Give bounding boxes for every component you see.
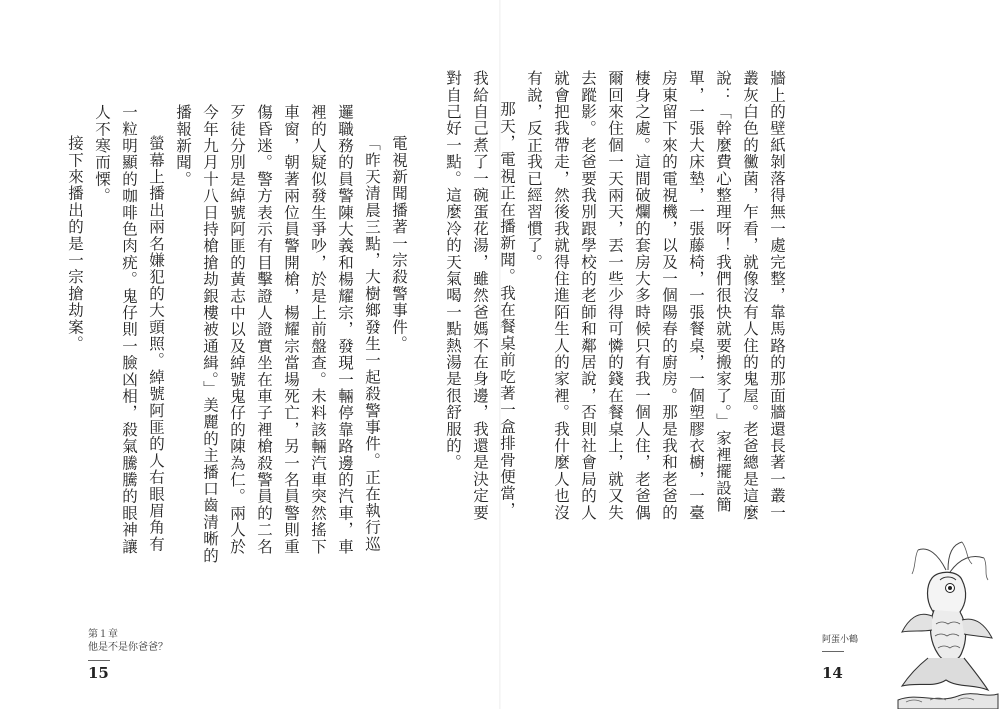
paragraph: 牆上的壁紙剝落得無一處完整，靠馬路的那面牆還長著一叢一叢灰白色的黴菌，乍看，就像沒有人住的鬼屋。老爸總是這麼說：「幹麼費心整理呀！我們很快就要搬家了。」家裡擺設簡單，一張大床墊，一張藤椅，一張餐桌，一個塑膠衣櫥，一臺房東留下來的電視機，以及一個陽春的廚房。那是我和老爸的棲身之處。這間破爛的套房大多時候只有我一個人住，老爸偶爾回來住個一天兩天，丟一些少得可憐的錢在餐桌上，就又失去蹤影。老爸要我別跟學校的老師和鄰居說，否則社會局的人就會把我帶走，然後我就得住進陌生人的家裡。我什麼人也沒有說，反正我已經習慣了。 <box>525 70 786 521</box>
footer-rule <box>822 651 844 652</box>
page-number-left: 15 <box>88 664 109 682</box>
footer-rule <box>88 660 110 661</box>
chapter-title: 他是不是你爸爸？ <box>88 642 168 653</box>
running-title: 阿蛋小鶴 <box>822 635 859 645</box>
fish-fountain-illustration <box>888 540 1000 709</box>
chapter-number: 第１章 <box>88 629 118 640</box>
paragraph: 「昨天清晨三點，大樹鄉發生一起殺警事件。正在執行巡邏職務的員警陳大義和楊耀宗，發現一輛停靠路邊的汽車，車裡的人疑似發生爭吵，於是上前盤查。未料該輛汽車突然搖下車窗，朝著兩位員警開槍，楊耀宗當場死亡，另一名員警則重傷昏迷。警方表示有目擊證人證實坐在車子裡槍殺警員的二名歹徒分別是綽號阿匪的黃志中以及綽號鬼仔的陳為仁。兩人於今年九月十八日持槍搶劫銀樓被通緝。」美麗的主播口齒清晰的播報新聞。 <box>174 104 381 564</box>
paragraph: 那天，電視正在播新聞。我在餐桌前吃著一盒排骨便當，我給自己煮了一碗蛋花湯，雖然爸媽不在身邊，我還是決定要對自己好一點。這麼冷的天氣喝一點熱湯是很舒服的。 <box>444 70 516 521</box>
page-number-right: 14 <box>822 664 843 682</box>
running-title-footer <box>822 632 858 656</box>
chapter-footer <box>88 628 168 665</box>
left-page-body <box>32 104 412 564</box>
right-page <box>444 0 1000 709</box>
right-page-body <box>444 70 790 530</box>
paragraph: 接下來播出的是一宗搶劫案。 <box>66 135 84 353</box>
paragraph: 螢幕上播出兩名嫌犯的大頭照。綽號阿匪的人右眼眉角有一粒明顯的咖啡色肉疣。鬼仔則一臉凶相，殺氣騰騰的眼神讓人不寒而慄。 <box>93 104 165 555</box>
paragraph: 電視新聞播著一宗殺警事件。 <box>390 135 408 353</box>
